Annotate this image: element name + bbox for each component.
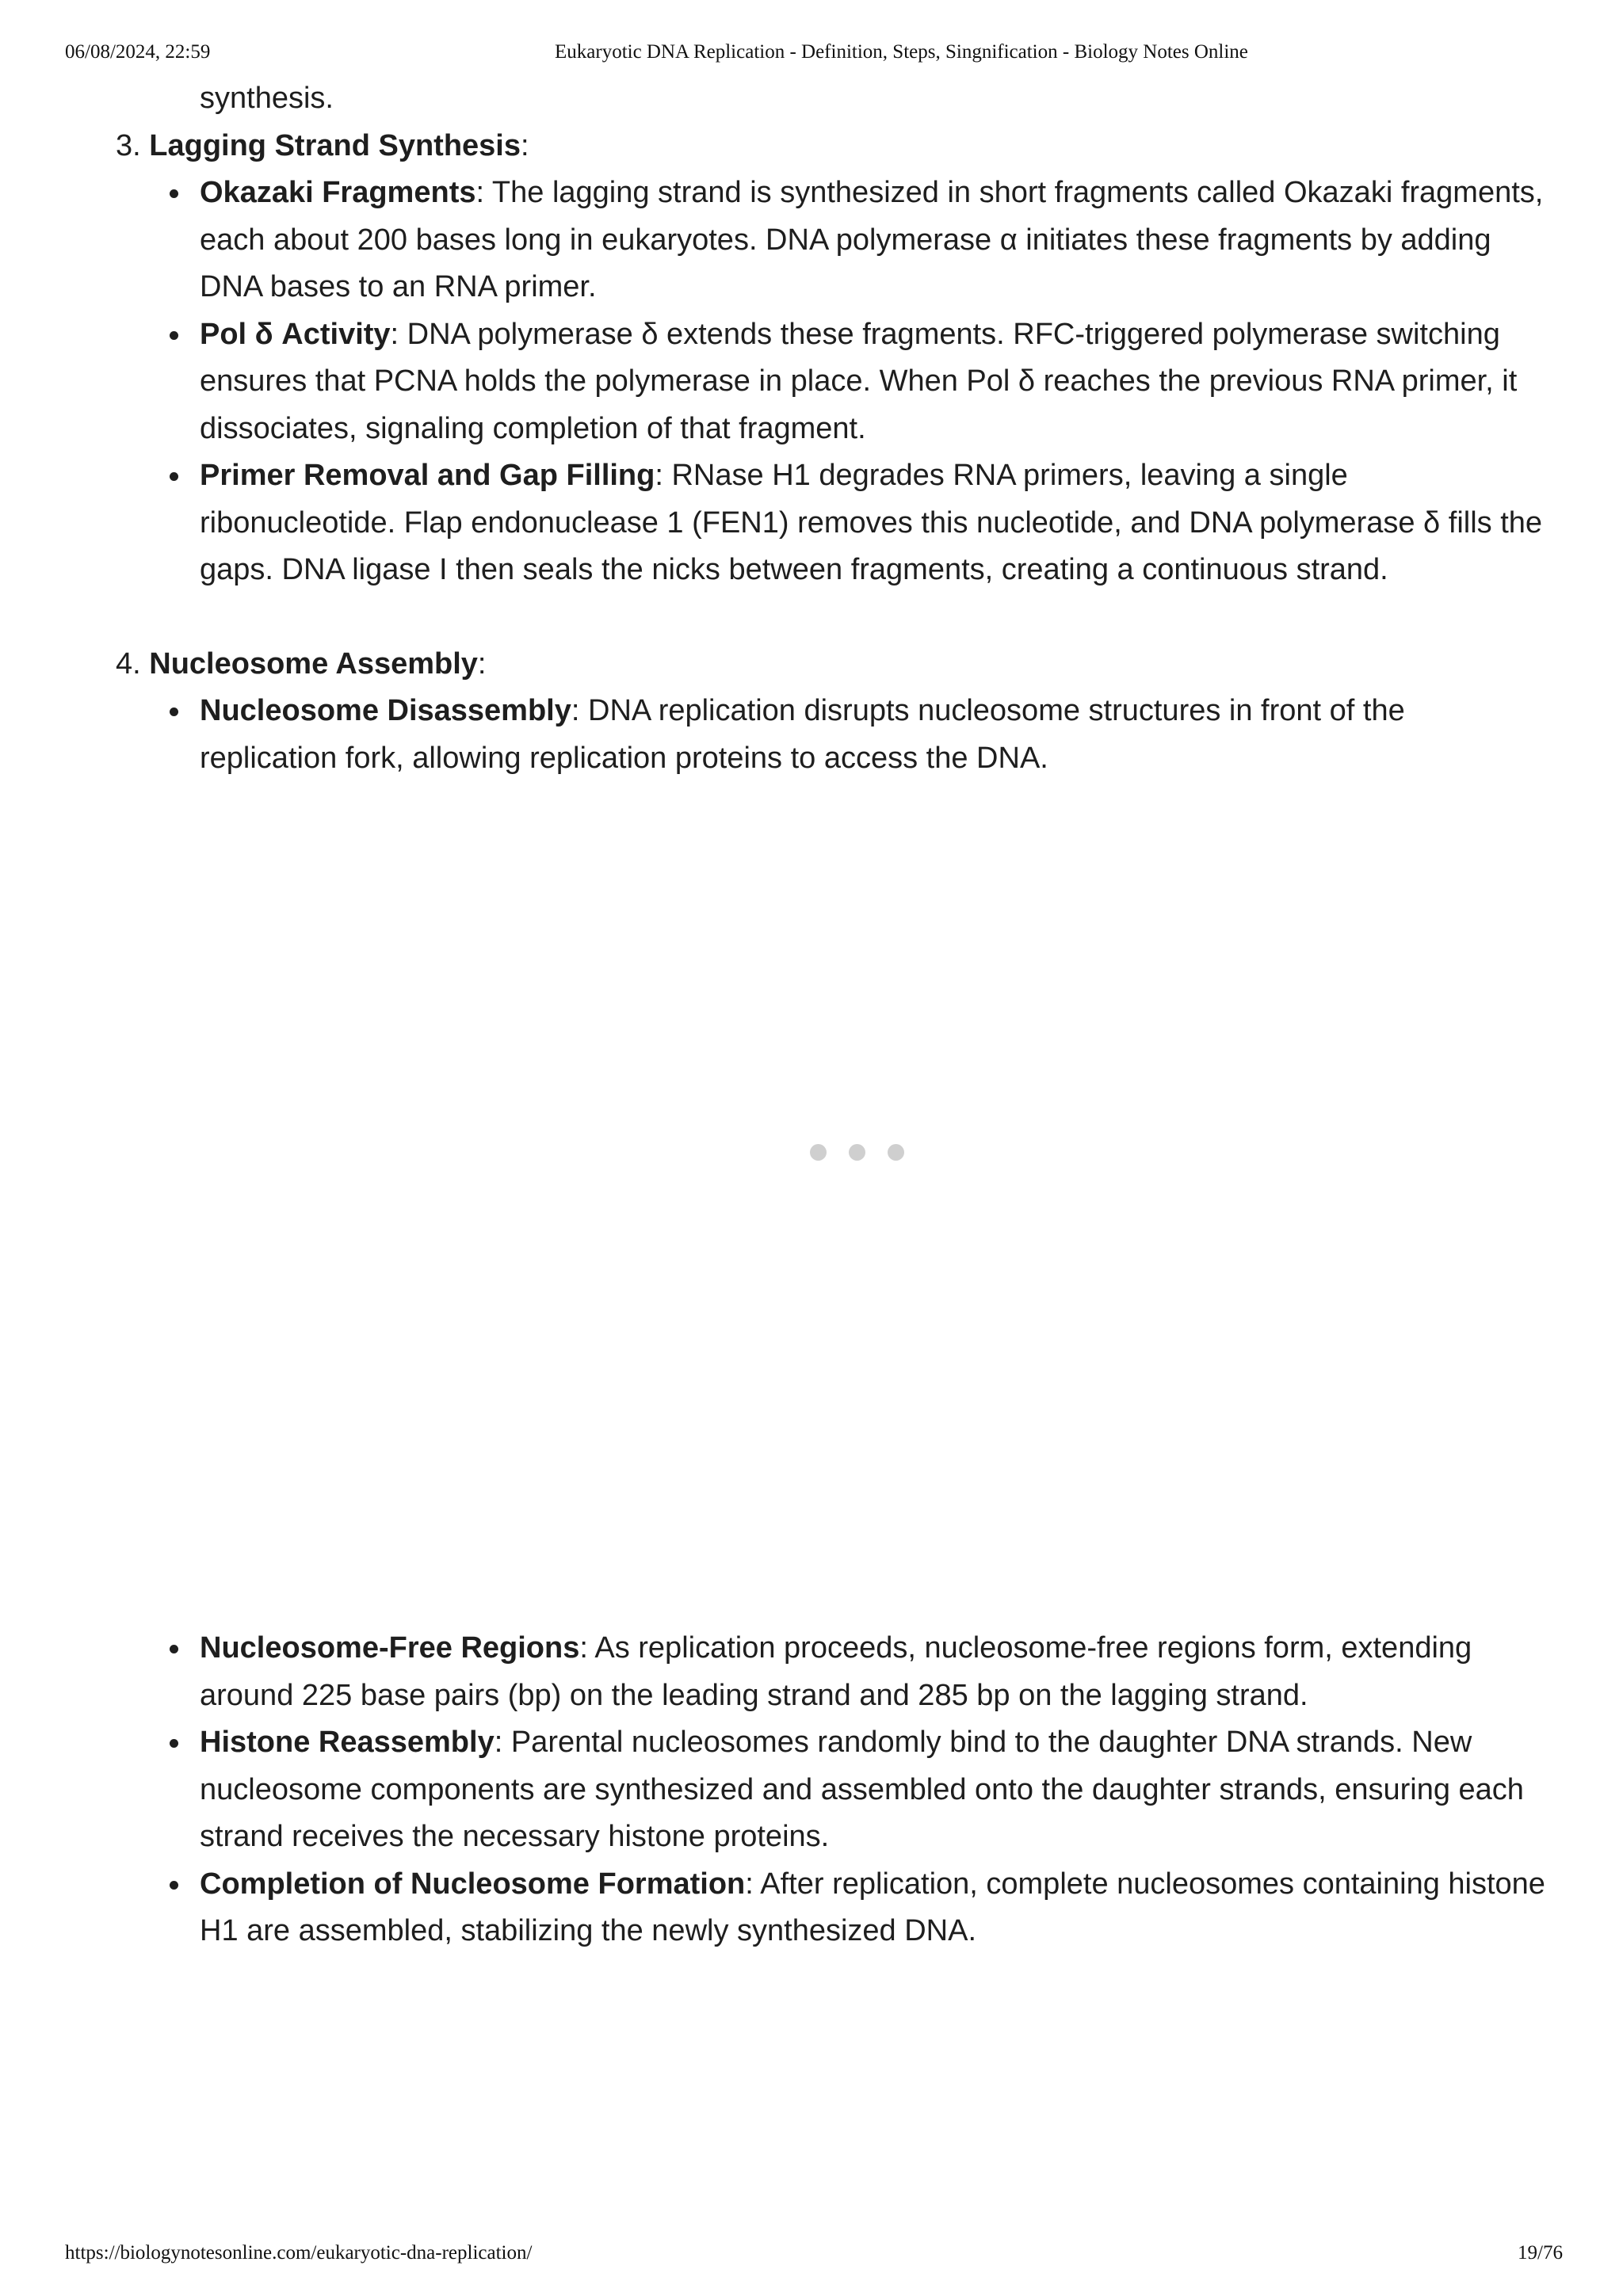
bullet-term: Nucleosome Disassembly	[200, 694, 571, 727]
bullet-text: : DNA polymerase δ extends these fragments. RFC-triggered polymerase switching ensures that PCNA holds the polymerase in place. When Pol δ reaches the previous RNA primer, it dissociates, signaling completion of that fragment.	[200, 317, 1518, 445]
section-4-number: 4.	[116, 647, 141, 681]
list-item	[200, 452, 1547, 594]
bullet-text: : After replication, complete nucleosomes containing histone H1 are assembled, stabilizing the newly synthesized DNA.	[200, 1867, 1545, 1947]
loading-indicator	[810, 1128, 926, 1147]
bullet-term: Pol δ Activity	[200, 317, 391, 351]
list-item	[200, 1719, 1547, 1861]
bullet-term: Nucleosome-Free Regions	[200, 1631, 580, 1665]
bullet-term: Completion of Nucleosome Formation	[200, 1867, 746, 1901]
section-3-title: Lagging Strand Synthesis	[149, 129, 521, 162]
list-item	[200, 688, 1547, 782]
section-3-heading: 3. Lagging Strand Synthesis:	[116, 123, 529, 170]
continuation-text: synthesis.	[200, 82, 334, 115]
list-item	[200, 1861, 1547, 1955]
bullet-term: Okazaki Fragments	[200, 176, 476, 209]
bullet-text: : Parental nucleosomes randomly bind to the daughter DNA strands. New nucleosome components are synthesized and assembled onto the daughter strands, ensuring each strand receives the necessary histone proteins.	[200, 1726, 1524, 1853]
bullet-term: Primer Removal and Gap Filling	[200, 459, 655, 492]
list-item	[200, 1625, 1547, 1719]
page-number: 19/76	[1518, 2242, 1563, 2264]
section-3-number: 3.	[116, 129, 141, 162]
section-3-bullets	[200, 170, 1547, 594]
page-url: https://biologynotesonline.com/eukaryotic-dna-replication/	[65, 2242, 533, 2264]
loading-dot	[810, 1144, 827, 1161]
section-4-heading: 4. Nucleosome Assembly:	[116, 641, 486, 688]
loading-dot	[849, 1144, 865, 1161]
bullet-text: : As replication proceeds, nucleosome-free regions form, extending around 225 base pairs (bp) on the leading strand and 285 bp on the lagging strand.	[200, 1631, 1472, 1712]
list-item	[200, 311, 1547, 453]
section-4-title: Nucleosome Assembly	[149, 647, 478, 681]
bullet-text: : DNA replication disrupts nucleosome structures in front of the replication fork, allowing replication proteins to access the DNA.	[200, 694, 1405, 775]
bullet-text: : RNase H1 degrades RNA primers, leaving a single ribonucleotide. Flap endonuclease 1 (FEN1) removes this nucleotide, and DNA polymerase δ fills the gaps. DNA ligase I then seals the nicks between fragments, creating a continuous strand.	[200, 459, 1543, 586]
bullet-term: Histone Reassembly	[200, 1726, 495, 1759]
section-4-bullets-continued	[200, 1625, 1547, 1955]
bullet-text: : The lagging strand is synthesized in short fragments called Okazaki fragments, each about 200 bases long in eukaryotes. DNA polymerase α initiates these fragments by adding DNA bases to an RNA primer.	[200, 176, 1544, 303]
loading-dot	[888, 1144, 904, 1161]
print-date: 06/08/2024, 22:59	[65, 41, 211, 63]
list-item	[200, 170, 1547, 311]
page-title: Eukaryotic DNA Replication - Definition, Steps, Singnification - Biology Notes Online	[555, 41, 1248, 63]
section-4-bullets	[200, 688, 1547, 782]
